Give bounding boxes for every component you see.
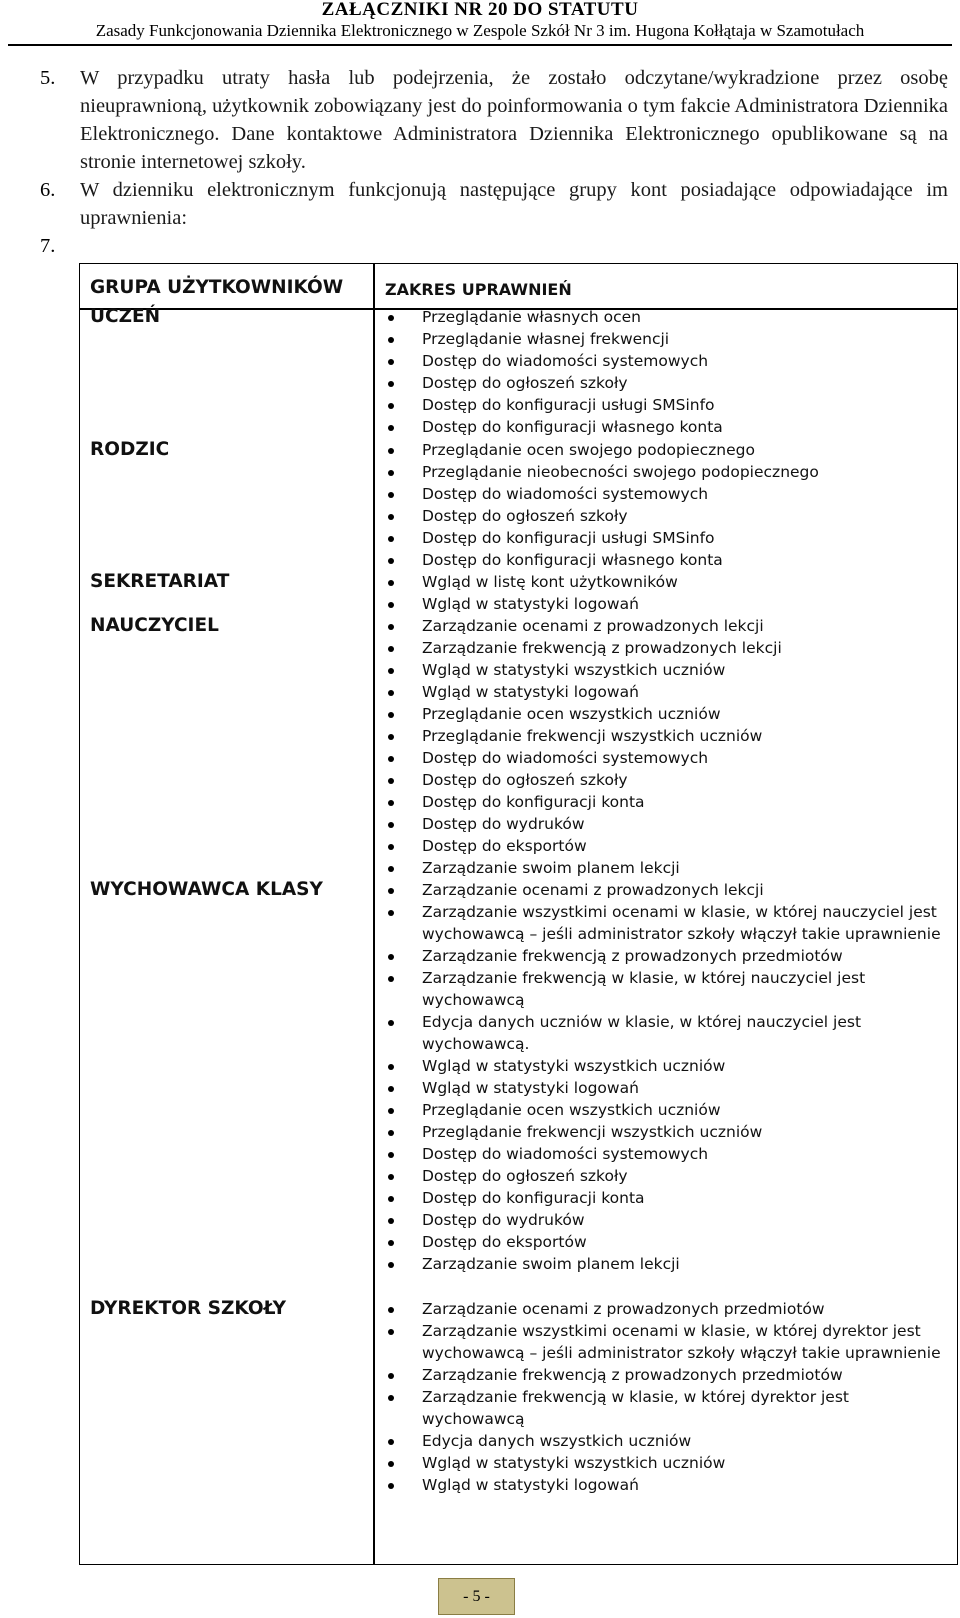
- permission-text: Zarządzanie frekwencją z prowadzonych przedmiotów: [422, 947, 843, 965]
- permission-text: Dostęp do wiadomości systemowych: [422, 352, 709, 370]
- permission-text: Dostęp do wiadomości systemowych: [422, 749, 709, 767]
- bullet-icon: [388, 910, 394, 916]
- paragraph-text: W dzienniku elektronicznym funkcjonują następujące grupy kont posiadające odpowiadające im uprawnienia:: [80, 179, 948, 229]
- bullet-icon: [388, 337, 394, 343]
- permission-item: [381, 527, 941, 549]
- permission-text: Przeglądanie nieobecności swojego podopiecznego: [422, 463, 819, 481]
- permission-text: Zarządzanie wszystkimi ocenami w klasie, w której dyrektor jest wychowawcą – jeśli administrator szkoły włączył takie uprawnienie: [422, 1322, 941, 1362]
- permission-item: [381, 1386, 941, 1430]
- bullet-icon: [388, 558, 394, 564]
- permission-item: [381, 1209, 941, 1231]
- bullet-icon: [388, 976, 394, 982]
- permission-item: [381, 549, 941, 571]
- permission-text: Dostęp do konfiguracji konta: [422, 1189, 645, 1207]
- bullet-icon: [388, 359, 394, 365]
- permission-list: [381, 1298, 941, 1496]
- permission-item: [381, 1143, 941, 1165]
- paragraph-6: [40, 176, 948, 232]
- permission-text: Dostęp do wydruków: [422, 815, 585, 833]
- permission-item: [381, 615, 941, 637]
- permission-item: [381, 394, 941, 416]
- permission-item: [381, 901, 941, 945]
- permission-text: Przeglądanie frekwencji wszystkich uczniów: [422, 727, 763, 745]
- bullet-icon: [388, 624, 394, 630]
- bullet-icon: [388, 756, 394, 762]
- permission-text: Wgląd w statystyki wszystkich uczniów: [422, 1057, 726, 1075]
- bullet-icon: [388, 844, 394, 850]
- column-header-scope: ZAKRES UPRAWNIEŃ: [385, 280, 572, 299]
- permission-text: Zarządzanie frekwencją w klasie, w której dyrektor jest wychowawcą: [422, 1388, 849, 1428]
- permission-text: Zarządzanie wszystkimi ocenami w klasie, w której nauczyciel jest wychowawcą – jeśli administrator szkoły włączył takie uprawnienie: [422, 903, 941, 943]
- permission-text: Wgląd w statystyki logowań: [422, 1079, 639, 1097]
- permission-item: [381, 1187, 941, 1209]
- permission-item: [381, 1121, 941, 1143]
- permission-item: [381, 306, 941, 328]
- permission-text: Wgląd w statystyki logowań: [422, 1476, 639, 1494]
- bullet-icon: [388, 1439, 394, 1445]
- bullet-icon: [388, 536, 394, 542]
- permission-text: Dostęp do ogłoszeń szkoły: [422, 771, 628, 789]
- bullet-icon: [388, 1196, 394, 1202]
- bullet-icon: [388, 888, 394, 894]
- bullet-icon: [388, 315, 394, 321]
- bullet-icon: [388, 425, 394, 431]
- permission-item: [381, 1099, 941, 1121]
- permission-item: [381, 637, 941, 659]
- bullet-icon: [388, 492, 394, 498]
- permission-item: [381, 835, 941, 857]
- permission-text: Przeglądanie ocen swojego podopiecznego: [422, 441, 755, 459]
- permission-item: [381, 791, 941, 813]
- column-header-group: GRUPA UŻYTKOWNIKÓW: [90, 277, 344, 298]
- numbered-paragraphs: [40, 64, 948, 260]
- permission-list: [381, 879, 941, 1275]
- bullet-icon: [388, 1108, 394, 1114]
- permission-text: Dostęp do wiadomości systemowych: [422, 485, 709, 503]
- permission-item: [381, 967, 941, 1011]
- document-title: ZAŁĄCZNIKI NR 20 DO STATUTU: [321, 0, 639, 20]
- bullet-icon: [388, 1218, 394, 1224]
- permission-item: [381, 439, 941, 461]
- bullet-icon: [388, 381, 394, 387]
- bullet-icon: [388, 1461, 394, 1467]
- bullet-icon: [388, 514, 394, 520]
- bullet-icon: [388, 1395, 394, 1401]
- permission-item: [381, 1298, 941, 1320]
- permission-text: Dostęp do ogłoszeń szkoły: [422, 507, 628, 525]
- permission-item: [381, 659, 941, 681]
- permission-list: [381, 306, 941, 438]
- page-header: [0, 0, 960, 46]
- permission-list: [381, 571, 941, 615]
- permission-text: Dostęp do wydruków: [422, 1211, 585, 1229]
- bullet-icon: [388, 822, 394, 828]
- bullet-icon: [388, 1086, 394, 1092]
- group-name: RODZIC: [90, 439, 170, 460]
- permission-list: [381, 439, 941, 571]
- bullet-icon: [388, 1373, 394, 1379]
- paragraph-7: [40, 232, 948, 260]
- permission-item: [381, 483, 941, 505]
- permission-text: Zarządzanie ocenami z prowadzonych lekcji: [422, 881, 764, 899]
- permission-text: Zarządzanie ocenami z prowadzonych lekcji: [422, 617, 764, 635]
- document-subtitle: Zasady Funkcjonowania Dziennika Elektronicznego w Zespole Szkół Nr 3 im. Hugona Kołłątaja w Szamotułach: [8, 20, 952, 46]
- permission-text: Dostęp do wiadomości systemowych: [422, 1145, 709, 1163]
- bullet-icon: [388, 778, 394, 784]
- permission-text: Dostęp do ogłoszeń szkoły: [422, 1167, 628, 1185]
- permission-item: [381, 571, 941, 593]
- paragraph-number: 7.: [40, 235, 56, 257]
- bullet-icon: [388, 403, 394, 409]
- permissions-table: [79, 263, 958, 1565]
- bullet-icon: [388, 1130, 394, 1136]
- permission-item: [381, 747, 941, 769]
- permission-text: Dostęp do konfiguracji usługi SMSinfo: [422, 529, 715, 547]
- permission-text: Edycja danych uczniów w klasie, w której nauczyciel jest wychowawcą.: [422, 1013, 862, 1053]
- permission-item: [381, 461, 941, 483]
- permission-text: Dostęp do konfiguracji konta: [422, 793, 645, 811]
- permission-item: [381, 328, 941, 350]
- permission-text: Dostęp do konfiguracji usługi SMSinfo: [422, 396, 715, 414]
- page-number: - 5 -: [463, 1587, 490, 1605]
- permission-item: [381, 857, 941, 879]
- permission-item: [381, 416, 941, 438]
- group-name: WYCHOWAWCA KLASY: [90, 879, 323, 900]
- paragraph-text: W przypadku utraty hasła lub podejrzenia, że zostało odczytane/wykradzione przez osobę nieuprawnioną, użytkownik zobowiązany jest do poinformowania o tym fakcie Administratora Dziennika Elektronicznego. Dane kontaktowe Administratora Dziennika Elektronicznego opublikowane są na stronie internetowej szkoły.: [80, 67, 948, 173]
- bullet-icon: [388, 580, 394, 586]
- permission-text: Zarządzanie swoim planem lekcji: [422, 1255, 680, 1273]
- permission-text: Dostęp do eksportów: [422, 837, 587, 855]
- permission-list: [381, 615, 941, 879]
- permission-text: Dostęp do konfiguracji własnego konta: [422, 551, 723, 569]
- permission-text: Przeglądanie własnej frekwencji: [422, 330, 670, 348]
- permission-text: Wgląd w statystyki logowań: [422, 683, 639, 701]
- permission-text: Wgląd w listę kont użytkowników: [422, 573, 678, 591]
- permission-text: Zarządzanie frekwencją w klasie, w której nauczyciel jest wychowawcą: [422, 969, 866, 1009]
- permission-item: [381, 1055, 941, 1077]
- bullet-icon: [388, 866, 394, 872]
- permission-text: Edycja danych wszystkich uczniów: [422, 1432, 692, 1450]
- bullet-icon: [388, 646, 394, 652]
- permission-text: Dostęp do konfiguracji własnego konta: [422, 418, 723, 436]
- permission-text: Wgląd w statystyki wszystkich uczniów: [422, 1454, 726, 1472]
- group-name: NAUCZYCIEL: [90, 615, 219, 636]
- permission-item: [381, 1320, 941, 1364]
- permission-text: Zarządzanie ocenami z prowadzonych przedmiotów: [422, 1300, 825, 1318]
- bullet-icon: [388, 954, 394, 960]
- bullet-icon: [388, 1307, 394, 1313]
- bullet-icon: [388, 690, 394, 696]
- permission-item: [381, 1231, 941, 1253]
- permission-text: Przeglądanie własnych ocen: [422, 308, 641, 326]
- permission-item: [381, 593, 941, 615]
- paragraph-5: [40, 64, 948, 176]
- bullet-icon: [388, 448, 394, 454]
- permission-item: [381, 350, 941, 372]
- permission-text: Zarządzanie frekwencją z prowadzonych przedmiotów: [422, 1366, 843, 1384]
- permission-text: Dostęp do ogłoszeń szkoły: [422, 374, 628, 392]
- bullet-icon: [388, 800, 394, 806]
- bullet-icon: [388, 1064, 394, 1070]
- bullet-icon: [388, 1240, 394, 1246]
- permission-item: [381, 879, 941, 901]
- permission-item: [381, 813, 941, 835]
- bullet-icon: [388, 1174, 394, 1180]
- permission-item: [381, 681, 941, 703]
- bullet-icon: [388, 1020, 394, 1026]
- bullet-icon: [388, 712, 394, 718]
- bullet-icon: [388, 470, 394, 476]
- paragraph-number: 5.: [40, 67, 56, 89]
- bullet-icon: [388, 668, 394, 674]
- permission-text: Wgląd w statystyki wszystkich uczniów: [422, 661, 726, 679]
- permission-item: [381, 505, 941, 527]
- permission-item: [381, 703, 941, 725]
- permission-item: [381, 372, 941, 394]
- group-name: SEKRETARIAT: [90, 571, 230, 592]
- bullet-icon: [388, 734, 394, 740]
- paragraph-number: 6.: [40, 179, 56, 201]
- permission-text: Przeglądanie ocen wszystkich uczniów: [422, 705, 721, 723]
- permission-item: [381, 769, 941, 791]
- group-name: DYREKTOR SZKOŁY: [90, 1298, 287, 1319]
- group-name: UCZEŃ: [90, 306, 161, 327]
- bullet-icon: [388, 1152, 394, 1158]
- permission-item: [381, 1165, 941, 1187]
- bullet-icon: [388, 1262, 394, 1268]
- permission-text: Przeglądanie ocen wszystkich uczniów: [422, 1101, 721, 1119]
- permission-item: [381, 1011, 941, 1055]
- permission-item: [381, 1364, 941, 1386]
- permission-item: [381, 945, 941, 967]
- permission-item: [381, 1253, 941, 1275]
- permission-item: [381, 725, 941, 747]
- bullet-icon: [388, 1483, 394, 1489]
- permission-text: Zarządzanie frekwencją z prowadzonych lekcji: [422, 639, 782, 657]
- bullet-icon: [388, 602, 394, 608]
- permission-text: Wgląd w statystyki logowań: [422, 595, 639, 613]
- bullet-icon: [388, 1329, 394, 1335]
- column-divider: [373, 264, 375, 1564]
- permission-text: Przeglądanie frekwencji wszystkich uczniów: [422, 1123, 763, 1141]
- permission-text: Dostęp do eksportów: [422, 1233, 587, 1251]
- permission-item: [381, 1430, 941, 1452]
- page-number-box: [438, 1578, 515, 1615]
- permission-item: [381, 1077, 941, 1099]
- paragraph-text: [80, 232, 948, 260]
- permission-item: [381, 1452, 941, 1474]
- permission-item: [381, 1474, 941, 1496]
- permission-text: Zarządzanie swoim planem lekcji: [422, 859, 680, 877]
